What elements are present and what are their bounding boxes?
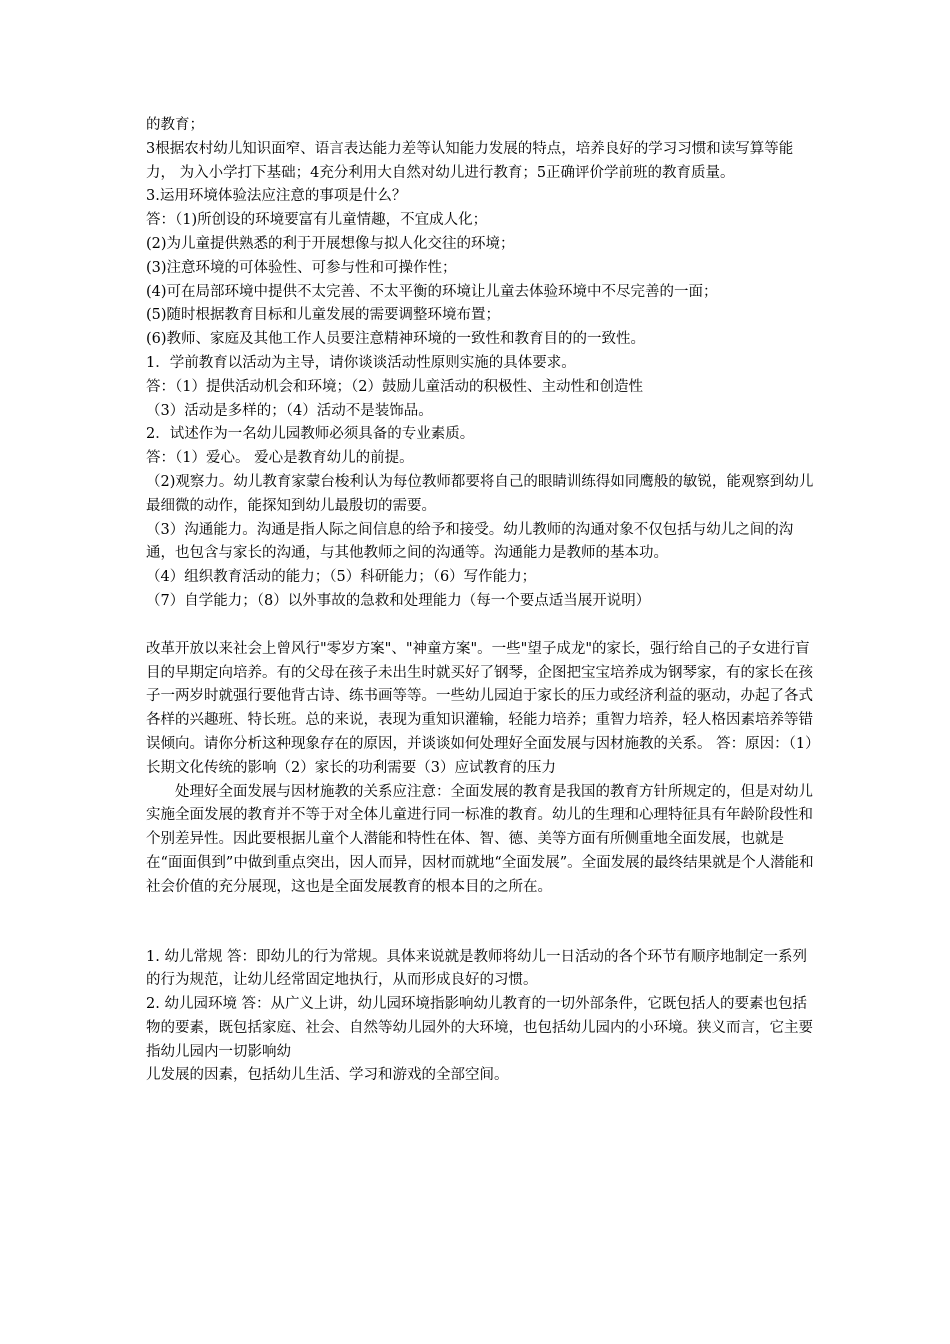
document-body bbox=[146, 114, 814, 1088]
section-environment-and-teacher-quality bbox=[146, 114, 814, 614]
case-answer-paragraph: 处理好全面发展与因材施教的关系应注意：全面发展的教育是我国的教育方针所规定的，但是对幼儿实施全面发展的教育并不等于对全体儿童进行同一标准的教育。幼儿的生理和心理特征具有年龄阶段性和个别差异性。因此要根据儿童个人潜能和特性在体、智、德、美等方面有所侧重地全面发展，也就是在“面面俱到”中做到重点突出，因人而异，因材而就地“全面发展”。全面发展的最终结果就是个人潜能和社会价值的充分展现，这也是全面发展教育的根本目的之所在。 bbox=[146, 783, 814, 895]
answer-line: 答：（1）爱心。 爱心是教育幼儿的前提。 bbox=[146, 450, 414, 467]
blank-line bbox=[146, 614, 814, 638]
blank-lines bbox=[146, 900, 814, 946]
answer-line: (6)教师、家庭及其他工作人员要注意精神环境的一致性和教育目的的一致性。 bbox=[146, 331, 646, 348]
answer-line: （2)观察力。幼儿教育家蒙台梭利认为每位教师都要将自己的眼睛训练得如同鹰般的敏锐，能观察到幼儿最细微的动作，能探知到幼儿最殷切的需要。 bbox=[146, 473, 814, 514]
answer-line: (4)可在局部环境中提供不太完善、不太平衡的环境让儿童去体验环境中不尽完善的一面； bbox=[146, 283, 718, 300]
text-line: 的教育； bbox=[146, 117, 204, 133]
case-paragraph: 改革开放以来社会上曾风行"零岁方案"、"神童方案"。一些"望子成龙"的家长，强行给自己的子女进行盲目的早期定向培养。有的父母在孩子未出生时就买好了钢琴，企图把宝宝培养成为钢琴家，有的家长在孩子一两岁时就强行要他背古诗、练书画等等。一些幼儿园迫于家长的压力或经济利益的驱动，办起了各式各样的兴趣班、特长班。总的来说，表现为重知识灌输，轻能力培养；重智力培养，轻人格因素培养等错误倾向。请你分析这种现象存在的原因，并谈谈如何处理好全面发展与因材施教的关系。 答：原因：（1）长期文化传统的影响（2）家长的功利需要（3）应试教育的压力 bbox=[146, 640, 813, 776]
answer-line: （7）自学能力；（8）以外事故的急救和处理能力（每一个要点适当展开说明） bbox=[146, 592, 651, 609]
section-case-analysis bbox=[146, 638, 814, 900]
definition-item-continuation: 儿发展的因素，包括幼儿生活、学习和游戏的全部空间。 bbox=[146, 1067, 509, 1084]
text-line: 3根据农村幼儿知识面窄、语言表达能力差等认知能力发展的特点，培养良好的学习习惯和读写算等能力， 为入小学打下基础；4充分利用大自然对幼儿进行教育；5正确评价学前班的教育质量。 bbox=[146, 140, 794, 181]
definition-item: 1. 幼儿常规 答：即幼儿的行为常规。具体来说就是教师将幼儿一日活动的各个环节有顺序地制定一系列的行为规范，让幼儿经常固定地执行，从而形成良好的习惯。 bbox=[146, 948, 808, 989]
answer-line: (2)为儿童提供熟悉的利于开展想像与拟人化交往的环境； bbox=[146, 235, 515, 252]
definition-item: 2. 幼儿园环境 答：从广义上讲，幼儿园环境指影响幼儿教育的一切外部条件，它既包括人的要素也包括物的要素，既包括家庭、社会、自然等幼儿园外的大环境，也包括幼儿园内的小环境。狭义而言，它主要指幼儿园内一切影响幼 bbox=[146, 996, 813, 1060]
answer-line: （3）活动是多样的；（4）活动不是装饰品。 bbox=[146, 402, 433, 419]
answer-line: (5)随时根据教育目标和儿童发展的需要调整环境布置； bbox=[146, 307, 501, 324]
question-heading: 2．试述作为一名幼儿园教师必须具备的专业素质。 bbox=[146, 426, 475, 443]
answer-line: （4）组织教育活动的能力；（5）科研能力；（6）写作能力； bbox=[146, 569, 537, 586]
question-heading: 1．学前教育以活动为主导，请你谈谈活动性原则实施的具体要求。 bbox=[146, 354, 576, 371]
answer-line: 答：（1）提供活动机会和环境；（2）鼓励儿童活动的积极性、主动性和创造性 bbox=[146, 378, 643, 395]
answer-line: （3）沟通能力。沟通是指人际之间信息的给予和接受。幼儿教师的沟通对象不仅包括与幼儿之间的沟通，也包含与家长的沟通，与其他教师之间的沟通等。沟通能力是教师的基本功。 bbox=[146, 521, 794, 562]
question-heading: 3.运用环境体验法应注意的事项是什么？ bbox=[146, 188, 407, 205]
answer-line: 答：（1)所创设的环境要富有儿童情趣，不宜成人化； bbox=[146, 212, 488, 229]
answer-line: (3)注意环境的可体验性、可参与性和可操作性； bbox=[146, 259, 457, 276]
section-term-definitions bbox=[146, 946, 814, 1089]
